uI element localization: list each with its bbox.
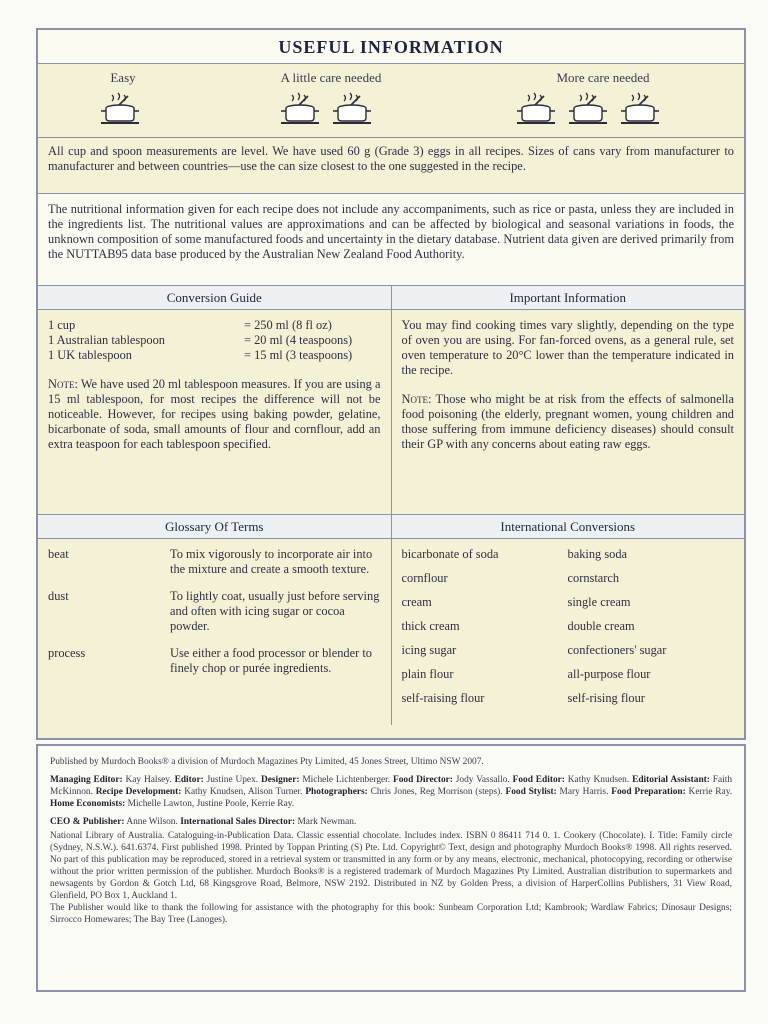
local-term: plain flour (401, 667, 454, 681)
local-term: cream (401, 595, 432, 609)
credit-label: Food Preparation: (611, 787, 686, 797)
glossary-item (48, 589, 381, 634)
local-term: thick cream (401, 619, 460, 633)
conversion-pair (402, 595, 735, 610)
cooking-pot-icon (566, 90, 610, 128)
conversion-pair (402, 691, 735, 706)
credit-label: Food Director: (392, 775, 453, 785)
local-term: bicarbonate of soda (401, 547, 499, 561)
international-term: self-rising flour (567, 691, 645, 705)
glossary-item (48, 646, 381, 676)
note-label: Note: (401, 392, 432, 406)
acknowledgements: The Publisher would like to thank the following for assistance with the photography for this book: Sunbeam Corporation Ltd; Kambrook; Wardlaw Fabrics; Dinosaur Designs; Sirrocco Homewares; The Bay Tree (Lanoges). (50, 903, 732, 925)
difficulty-easy-label: Easy (110, 70, 136, 85)
conversion-row (48, 333, 381, 348)
nutrition-note: The nutritional information given for each recipe does not include any accompaniments, such as rice or pasta, unless they are included in the ingredients list. The nutritional values are approximations and can be affected by biological and seasonal variations in foods, the unknown composition of some manufactured foods and uncertainty in the dietary database. Nutrient data given are derived primarily from the NUTTAB95 data base produced by the Australian New Zealand Food Authority. (38, 194, 744, 286)
conversion-pair (402, 643, 735, 658)
local-term: cornflour (401, 571, 448, 585)
difficulty-legend (38, 64, 744, 138)
conversion-row (48, 318, 381, 333)
credit-label: Food Stylist: (505, 787, 557, 797)
important-information (391, 286, 745, 514)
glossary-term: dust (48, 589, 69, 603)
conversion-unit: 1 Australian tablespoon (48, 333, 166, 347)
credit-label: Food Editor: (512, 775, 565, 785)
difficulty-easy-pots (98, 90, 142, 128)
conversion-guide (38, 286, 391, 514)
note-label: Note: (48, 377, 78, 391)
glossary-item (48, 547, 381, 577)
credit-value: Kerrie Ray. (688, 787, 733, 797)
cooking-pot-icon (278, 90, 322, 128)
credit-label: Home Economists: (50, 799, 126, 809)
credit-label: Photographers: (305, 787, 368, 797)
cooking-pot-icon (330, 90, 374, 128)
salmonella-note (402, 392, 735, 452)
credit-label: Editorial Assistant: (632, 775, 710, 785)
difficulty-medium-pots (278, 90, 374, 128)
glossary-term: beat (48, 547, 69, 561)
international-term: cornstarch (567, 571, 620, 585)
credit-value: Kathy Knudsen. (567, 775, 630, 785)
glossary (38, 515, 391, 725)
glossary-term: process (48, 646, 86, 660)
credit-label: Recipe Development: (95, 787, 182, 797)
cataloguing-data: National Library of Australia. Cataloguing-in-Publication Data. Classic essential chocolate. Includes index. ISBN 0 86411 714 0. 1. Cookery (Chocolate). I. Title: Family circle (Sydney, N.S.W.). 641.6374. First published 1998. Printed by Toppan Printing (S) Pte. Ltd. Copyright© Text, design and photography Murdoch Books® 1998. All rights reserved. No part of this publication may be reproduced, stored in a retrieval system or transmitted in any form or by any means, electronic, mechanical, photocopying, recording or otherwise without the prior written permission of the publisher. Murdoch Books® is a registered trademark of Murdoch Magazines Pty Limited. Australian distribution to supermarkets and newsagents by Gordon & Gotch Ltd, 68 Kingsgrove Road, Belmore, NSW 2192. Distributed in NZ by Golden Press, a division of HarperCollins Publishers, 31 View Road, Glenfield, PO Box 1, Auckland 1. (50, 831, 732, 901)
credit-label: Managing Editor: (50, 775, 123, 785)
staff-credits (50, 774, 732, 810)
credit-value: Mark Newman. (297, 817, 357, 827)
international-term: single cream (567, 595, 631, 609)
glossary-heading: Glossary Of Terms (38, 515, 391, 539)
international-term: baking soda (567, 547, 628, 561)
credit-value: Kay Halsey. (125, 775, 172, 785)
conversion-guide-heading: Conversion Guide (38, 286, 391, 310)
cooking-pot-icon (514, 90, 558, 128)
glossary-international-row (38, 515, 744, 725)
credit-label: Designer: (260, 775, 300, 785)
conversion-pair (402, 667, 735, 682)
credit-label: CEO & Publisher: (50, 817, 125, 827)
executive-credits (50, 816, 732, 828)
oven-note: You may find cooking times vary slightly, depending on the type of oven you are using. For fan-forced ovens, as a general rule, set oven temperature to 20°C lower than the temperature indicated in the recipe. (401, 318, 734, 377)
conversion-important-row (38, 286, 744, 515)
conversion-pair (402, 547, 735, 562)
page-title: USEFUL INFORMATION (38, 30, 744, 64)
conversion-value: = 20 ml (4 teaspoons) (244, 333, 353, 347)
conversion-pair (402, 619, 735, 634)
conversion-note (48, 377, 381, 452)
difficulty-hard-pots (514, 90, 662, 128)
credit-value: Justine Upex. (206, 775, 259, 785)
credit-value: Chris Jones, Reg Morrison (steps). (370, 787, 503, 797)
conversion-unit: 1 UK tablespoon (48, 348, 132, 362)
glossary-definition: To mix vigorously to incorporate air into the mixture and create a smooth texture. (170, 547, 373, 576)
conversion-unit: 1 cup (48, 318, 76, 332)
credit-value: Mary Harris. (559, 787, 609, 797)
publication-credits (36, 744, 746, 992)
credit-value: Kathy Knudsen, Alison Turner. (184, 787, 303, 797)
publisher-line: Published by Murdoch Books® a division of Murdoch Magazines Pty Limited, 45 Jones Street, Ultimo NSW 2007. (50, 757, 484, 767)
local-term: self-raising flour (401, 691, 485, 705)
useful-information-panel (36, 28, 746, 740)
glossary-definition: Use either a food processor or blender to finely chop or purée ingredients. (170, 646, 372, 675)
conversion-note-text: We have used 20 ml tablespoon measures. If you are using a 15 ml tablespoon, for most recipes the difference will not be noticeable. However, for recipes using baking powder, gelatine, bicarbonate of soda, small amounts of flour and cornflour, add an extra teaspoon for each tablespoon specified. (48, 377, 381, 451)
salmonella-note-text: Those who might be at risk from the effects of salmonella food poisoning (the elderly, pregnant women, young children and those suffering from immune deficiency diseases) should consult their GP with any concerns about eating raw eggs. (401, 392, 735, 451)
difficulty-medium-label: A little care needed (280, 70, 382, 85)
credit-label: Editor: (174, 775, 204, 785)
international-term: all-purpose flour (567, 667, 651, 681)
credit-label: International Sales Director: (180, 817, 296, 827)
credit-value: Jody Vassallo. (455, 775, 510, 785)
local-term: icing sugar (401, 643, 457, 657)
conversion-value: = 15 ml (3 teaspoons) (244, 348, 353, 362)
international-term: double cream (567, 619, 635, 633)
credit-value: Michelle Lawton, Justine Poole, Kerrie Ray. (127, 799, 295, 809)
conversion-row (48, 348, 381, 363)
international-term: confectioners' sugar (567, 643, 667, 657)
conversion-pair (402, 571, 735, 586)
cooking-pot-icon (98, 90, 142, 128)
credit-value: Michele Lichtenberger. (302, 775, 391, 785)
cooking-pot-icon (618, 90, 662, 128)
glossary-definition: To lightly coat, usually just before serving and often with icing sugar or cocoa powder. (170, 589, 380, 633)
measurements-note: All cup and spoon measurements are level. We have used 60 g (Grade 3) eggs in all recipes. Sizes of cans vary from manufacturer to manufacturer and between countries—use the can size closest to the one suggested in the recipe. (38, 138, 744, 194)
international-conversions-heading: International Conversions (392, 515, 745, 539)
international-conversions (391, 515, 745, 725)
conversion-value: = 250 ml (8 fl oz) (244, 318, 332, 332)
important-information-heading: Important Information (392, 286, 745, 310)
credit-value: Faith McKinnon. (50, 775, 733, 797)
difficulty-hard-label: More care needed (556, 70, 650, 85)
credit-value: Anne Wilson. (126, 817, 178, 827)
